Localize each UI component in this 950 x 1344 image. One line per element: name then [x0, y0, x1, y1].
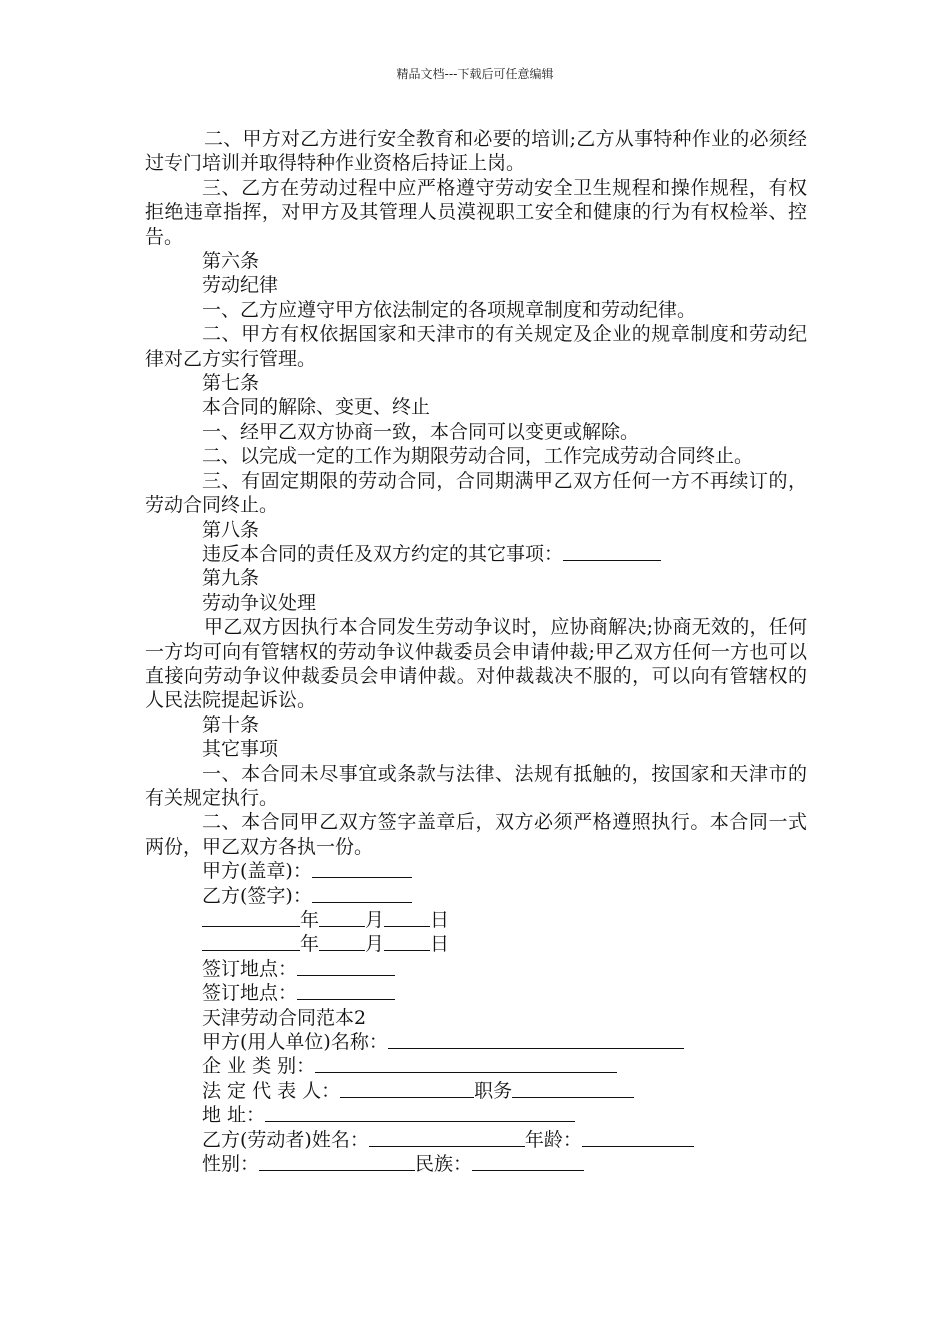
day-blank-1[interactable]: [384, 925, 430, 927]
date-line-1: [145, 908, 807, 932]
legal-rep-blank[interactable]: [340, 1096, 474, 1098]
paragraph-termination-1: 一、经甲乙双方协商一致，本合同可以变更或解除。: [202, 420, 640, 443]
ethnicity-label: 民族：: [415, 1153, 473, 1176]
party-b-sign-blank[interactable]: [312, 901, 412, 903]
document-body: [145, 127, 807, 1176]
address-line: [145, 1103, 807, 1127]
sample-2-title: 天津劳动合同范本2: [202, 1006, 367, 1029]
legal-rep-line: [145, 1079, 807, 1103]
paragraph-termination-2: 二、以完成一定的工作为期限劳动合同，工作完成劳动合同终止。: [202, 445, 754, 468]
year-blank-1[interactable]: [202, 925, 300, 927]
paragraph-other-1: 一、本合同未尽事宜或条款与法律、法规有抵触的，按国家和天津市的有关规定执行。: [145, 762, 807, 809]
employer-name-line: [145, 1030, 807, 1054]
month-label-2: 月: [365, 933, 385, 956]
party-a-seal-line: [145, 859, 807, 883]
paragraph-termination-3: 三、有固定期限的劳动合同，合同期满甲乙双方任何一方不再续订的，劳动合同终止。: [145, 469, 807, 517]
year-blank-2[interactable]: [202, 949, 300, 951]
article-8-text: 违反本合同的责任及双方约定的其它事项：: [202, 542, 564, 565]
month-label-1: 月: [365, 909, 385, 931]
employer-name-label: 甲方(用人单位)名称：: [202, 1031, 388, 1054]
age-blank[interactable]: [582, 1145, 694, 1147]
legal-rep-label: 法 定 代 表 人：: [202, 1079, 341, 1102]
address-label: 地 址：: [202, 1104, 266, 1127]
position-label: 职务: [474, 1079, 513, 1102]
party-a-seal-blank[interactable]: [312, 876, 412, 878]
age-label: 年龄：: [524, 1128, 582, 1151]
party-a-seal-label: 甲方(盖章)：: [202, 860, 312, 883]
paragraph-safety-training: 二、甲方对乙方进行安全教育和必要的培训;乙方从事特种作业的必须经过专门培训并取得特种作业资格后持证上岗。: [145, 128, 807, 175]
article-10-title: 其它事项: [202, 738, 279, 761]
ethnicity-blank[interactable]: [472, 1169, 584, 1171]
article-8-line: [145, 542, 807, 566]
year-label-1: 年: [300, 909, 320, 931]
year-label-2: 年: [300, 933, 320, 956]
page-header: 精品文档---下载后可任意编辑: [396, 67, 554, 81]
signing-place-line-1: [145, 957, 807, 981]
article-6-title: 劳动纪律: [202, 274, 279, 297]
enterprise-type-blank[interactable]: [315, 1071, 617, 1073]
date-line-2: [145, 932, 807, 956]
worker-name-label: 乙方(劳动者)姓名：: [202, 1128, 369, 1151]
worker-name-blank[interactable]: [369, 1145, 525, 1147]
article-10-heading: 第十条: [202, 713, 260, 736]
article-7-title: 本合同的解除、变更、终止: [202, 396, 431, 419]
paragraph-discipline-2: 二、甲方有权依据国家和天津市的有关规定及企业的规章制度和劳动纪律对乙方实行管理。: [145, 323, 807, 370]
article-8-blank[interactable]: [563, 559, 661, 561]
gender-blank[interactable]: [259, 1169, 415, 1171]
position-blank[interactable]: [512, 1096, 634, 1098]
month-blank-2[interactable]: [319, 949, 365, 951]
signing-place-line-2: [145, 981, 807, 1005]
article-6-heading: 第六条: [202, 250, 260, 273]
enterprise-type-label: 企 业 类 别：: [202, 1055, 316, 1078]
signing-place-label-1: 签订地点：: [202, 957, 298, 980]
article-9-title: 劳动争议处理: [202, 591, 317, 614]
worker-name-line: [145, 1128, 807, 1152]
paragraph-safety-rules: 三、乙方在劳动过程中应严格遵守劳动安全卫生规程和操作规程，有权拒绝违章指挥，对甲方及其管理人员漠视职工安全和健康的行为有权检举、控告。: [145, 176, 807, 248]
gender-label: 性别：: [202, 1153, 260, 1176]
address-blank[interactable]: [265, 1120, 575, 1122]
enterprise-type-line: [145, 1054, 807, 1078]
signing-place-blank-2[interactable]: [297, 998, 395, 1000]
signing-place-label-2: 签订地点：: [202, 982, 298, 1005]
day-label-2: 日: [430, 933, 450, 956]
article-9-heading: 第九条: [202, 567, 260, 590]
employer-name-blank[interactable]: [388, 1047, 684, 1049]
paragraph-discipline-1: 一、乙方应遵守甲方依法制定的各项规章制度和劳动纪律。: [202, 298, 697, 321]
party-b-sign-label: 乙方(签字)：: [202, 884, 312, 907]
paragraph-dispute: 甲乙双方因执行本合同发生劳动争议时，应协商解决;协商无效的，任何一方均可向有管辖权的劳动争议仲裁委员会申请仲裁;甲乙双方任何一方也可以直接向劳动争议仲裁委员会申请仲裁。对仲裁裁决不服的，可以向有管辖权的人民法院提起诉讼。: [145, 616, 807, 712]
month-blank-1[interactable]: [319, 925, 365, 927]
signing-place-blank-1[interactable]: [297, 974, 395, 976]
day-label-1: 日: [430, 909, 450, 931]
paragraph-other-2: 二、本合同甲乙双方签字盖章后，双方必须严格遵照执行。本合同一式两份，甲乙双方各执一份。: [145, 811, 807, 858]
gender-line: [145, 1152, 807, 1176]
party-b-sign-line: [145, 884, 807, 908]
day-blank-2[interactable]: [384, 949, 430, 951]
article-7-heading: 第七条: [202, 372, 260, 395]
article-8-heading: 第八条: [202, 518, 260, 541]
